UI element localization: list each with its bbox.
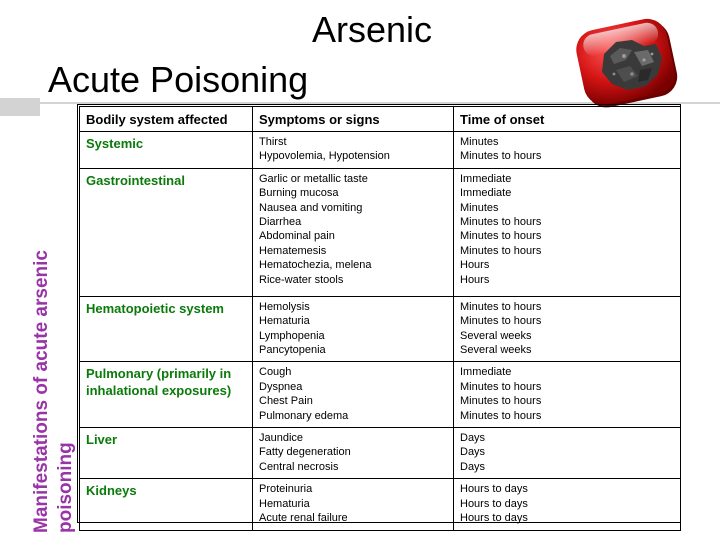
symptoms-cell [253,168,454,296]
title-rule-block [0,98,40,116]
onset-item: Minutes to hours [460,300,542,313]
slide-title-line1: Arsenic [312,9,433,50]
onset-item: Several weeks [460,329,532,342]
onset-item: Several weeks [460,344,532,357]
onset-item: Minutes to hours [460,244,542,257]
symptom-item: Nausea and vomiting [259,201,363,214]
onset-item: Immediate [460,187,512,200]
symptom-item: Dyspnea [259,380,303,393]
onset-cell [454,362,681,428]
symptom-item: Hematuria [259,315,310,328]
table-row [80,168,681,296]
poisoning-table [79,106,681,531]
symptom-item: Abdominal pain [259,230,335,243]
onset-cell [454,479,681,530]
symptom-item: Proteinuria [259,483,313,496]
symptom-item: Pancytopenia [259,344,326,357]
onset-item: Hours to days [460,483,528,496]
onset-item: Hours to days [460,512,528,525]
table-row [80,428,681,479]
symptom-item: Rice-water stools [259,273,344,286]
onset-item: Minutes to hours [460,409,542,422]
system-cell: Gastrointestinal [80,168,253,296]
symptom-item: Thirst [259,136,287,148]
slide-title-line2: Acute Poisoning [48,59,309,100]
table-row [80,296,681,362]
header-symptoms: Symptoms or signs [253,107,454,132]
onset-item: Hours [460,259,490,272]
table-header-row [80,107,681,132]
symptom-item: Cough [259,366,292,379]
symptom-item: Acute renal failure [259,512,348,525]
system-cell: Pulmonary (primarily in inhalational exposures) [80,362,253,428]
system-cell: Hematopoietic system [80,296,253,362]
onset-item: Immediate [460,366,512,379]
onset-item: Days [460,432,486,445]
symptoms-cell [253,428,454,479]
onset-item: Minutes to hours [460,315,542,328]
system-cell: Liver [80,428,253,479]
symptom-item: Jaundice [259,432,304,445]
onset-item: Minutes to hours [460,395,542,408]
onset-item: Hours [460,273,490,286]
symptoms-cell [253,362,454,428]
system-cell: Kidneys [80,479,253,530]
table-row [80,132,681,169]
table-row [80,362,681,428]
onset-cell [454,296,681,362]
onset-item: Hours to days [460,497,528,510]
symptom-item: Hematochezia, melena [259,259,372,272]
header-time-of-onset: Time of onset [454,107,681,132]
onset-item: Minutes to hours [460,380,542,393]
onset-item: Minutes to hours [460,230,542,243]
symptom-item: Chest Pain [259,395,313,408]
symptom-item: Garlic or metallic taste [259,172,368,185]
symptom-item: Hemolysis [259,300,310,313]
system-cell: Systemic [80,132,253,169]
symptom-item: Fatty degeneration [259,446,351,459]
onset-item: Minutes [460,136,499,148]
symptom-item: Hypovolemia, Hypotension [259,150,390,163]
symptom-item: Lymphopenia [259,329,325,342]
onset-item: Minutes [460,201,499,214]
onset-item: Days [460,446,486,459]
symptoms-cell [253,296,454,362]
onset-item: Immediate [460,172,512,185]
symptoms-cell [253,132,454,169]
onset-item: Minutes to hours [460,150,542,163]
symptom-item: Burning mucosa [259,187,339,200]
symptom-item: Hematemesis [259,244,327,257]
symptom-item: Pulmonary edema [259,409,349,422]
onset-cell [454,428,681,479]
onset-item: Days [460,460,486,473]
onset-item: Minutes to hours [460,216,542,229]
side-label: Manifestations of acute arsenic poisoning [31,250,76,533]
arsenic-rock-icon [574,16,686,112]
symptom-item: Central necrosis [259,460,339,473]
table-row [80,479,681,530]
symptom-item: Diarrhea [259,216,302,229]
symptom-item: Hematuria [259,497,310,510]
onset-cell [454,132,681,169]
symptoms-cell [253,479,454,530]
onset-cell [454,168,681,296]
header-bodily-system: Bodily system affected [80,107,253,132]
